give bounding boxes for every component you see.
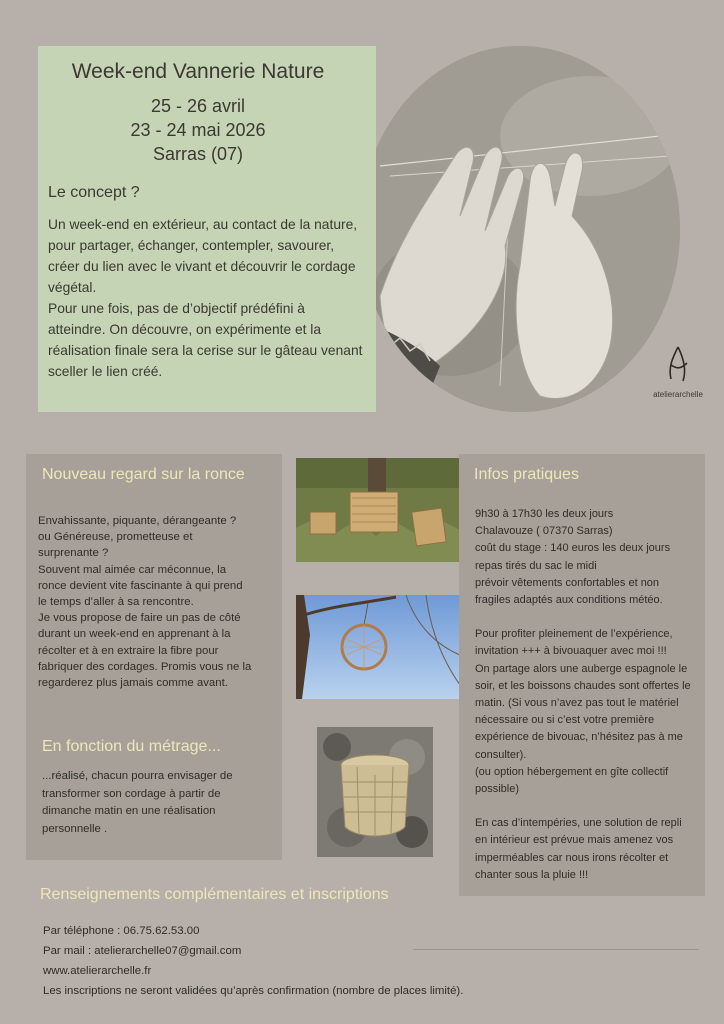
logo-text: atelierarchelle bbox=[653, 390, 703, 399]
photo-dreamcatcher-in-tree bbox=[296, 595, 460, 699]
infos-heading: Infos pratiques bbox=[474, 466, 579, 483]
contact-mail: Par mail : atelierarchelle07@gmail.com bbox=[43, 945, 242, 957]
ronce-line: Souvent mal aimée car méconnue, la bbox=[38, 563, 227, 576]
ronce-body bbox=[38, 513, 274, 691]
metrage-body bbox=[42, 768, 274, 838]
metrage-line: transformer son cordage à partir de bbox=[42, 787, 221, 800]
infos-line: imperméables car nous irons récolter et bbox=[475, 851, 669, 864]
infos-line: soir, et les boissons chaudes sont offertes le bbox=[475, 679, 691, 692]
location-line: Sarras (07) bbox=[152, 144, 244, 164]
infos-line: matin. (Si vous n’avez pas tout le matériel bbox=[475, 697, 679, 710]
concept-paragraph: Un week-end en extérieur, au contact de la nature, pour partager, échanger, contempler, savourer, créer du lien avec le vivant et découvrir le cordage végétal. bbox=[48, 217, 358, 295]
page-title: Week-end Vannerie Nature bbox=[71, 60, 325, 83]
infos-line: possible) bbox=[475, 783, 520, 796]
infos-line: Pour profiter pleinement de l’expérience, bbox=[475, 628, 673, 641]
ronce-line: durant un week-end en apprenant à la bbox=[38, 628, 231, 641]
spacer bbox=[475, 609, 707, 626]
infos-line: consulter). bbox=[475, 748, 527, 761]
ronce-line: Je vous propose de faire un pas de côté bbox=[38, 612, 241, 625]
metrage-line: personnelle . bbox=[42, 822, 108, 835]
contact-note: Les inscriptions ne seront validées qu’après confirmation (nombre de places limité). bbox=[43, 985, 464, 997]
contact-body bbox=[43, 921, 603, 1001]
ronce-line: ou Généreuse, prometteuse et bbox=[38, 531, 193, 544]
infos-line: expérience de bivouac, n’hésitez pas à me bbox=[475, 731, 683, 744]
ronce-heading: Nouveau regard sur la ronce bbox=[42, 466, 245, 483]
contact-heading: Renseignements complémentaires et inscriptions bbox=[40, 886, 389, 903]
infos-body bbox=[475, 506, 707, 884]
infos-line: nécessaire ou si c’est votre première bbox=[475, 714, 655, 727]
infos-line: 9h30 à 17h30 les deux jours bbox=[475, 508, 614, 520]
date-line-2: 23 - 24 mai 2026 bbox=[130, 120, 266, 140]
divider bbox=[413, 949, 699, 950]
logo-mark-icon bbox=[663, 345, 693, 385]
photo-woven-samples-on-grass bbox=[296, 458, 460, 562]
metrage-heading: En fonction du métrage... bbox=[42, 738, 221, 755]
ronce-line: regarderez plus jamais comme avant. bbox=[38, 677, 228, 690]
ronce-line: ronce devient vite fascinante à qui prend bbox=[38, 579, 243, 592]
infos-line: On partage alors une auberge espagnole le bbox=[475, 662, 688, 675]
infos-line: invitation +++ à bivouaquer avec moi !!! bbox=[475, 645, 667, 658]
photo-woven-basket bbox=[317, 727, 433, 857]
ronce-line: fabriquer des cordages. Promis vous ne la bbox=[38, 660, 252, 673]
contact-website: www.atelierarchelle.fr bbox=[43, 965, 152, 977]
infos-line: En cas d’intempéries, une solution de repli bbox=[475, 817, 682, 830]
concept-heading: Le concept ? bbox=[48, 184, 140, 201]
infos-line: repas tirés du sac le midi bbox=[475, 559, 597, 572]
brand-logo bbox=[650, 345, 706, 399]
infos-line: Chalavouze ( 07370 Sarras) bbox=[475, 525, 613, 538]
ronce-line: Envahissante, piquante, dérangeante ? bbox=[38, 515, 237, 527]
infos-line: (ou option hébergement en gîte collectif bbox=[475, 765, 669, 778]
ronce-line: surprenante ? bbox=[38, 547, 109, 560]
infos-line: prévoir vêtements confortables et non bbox=[475, 576, 660, 589]
infos-line: coût du stage : 140 euros les deux jours bbox=[475, 542, 671, 555]
spacer bbox=[475, 798, 707, 815]
hero-photo-hands-weaving bbox=[360, 46, 680, 412]
contact-phone: Par téléphone : 06.75.62.53.00 bbox=[43, 925, 200, 937]
date-line-1: 25 - 26 avril bbox=[150, 96, 246, 116]
infos-line: fragiles adaptés aux conditions météo. bbox=[475, 594, 663, 607]
infos-line: chanter sous la pluie !!! bbox=[475, 868, 589, 881]
infos-line: en intérieur est prévue mais amenez vos bbox=[475, 834, 674, 847]
ronce-line: récolter et à en extraire la fibre pour bbox=[38, 644, 219, 657]
metrage-line: dimanche matin en une réalisation bbox=[42, 805, 216, 817]
concept-body bbox=[48, 214, 366, 382]
metrage-line: ...réalisé, chacun pourra envisager de bbox=[42, 770, 233, 782]
ronce-line: le temps d’aller à sa rencontre. bbox=[38, 596, 194, 609]
concept-paragraph: Pour une fois, pas de d’objectif prédéfini à atteindre. On découvre, on expérimente et la réalisation finale sera la cerise sur le gâteau venant sceller le lien créé. bbox=[48, 301, 363, 379]
